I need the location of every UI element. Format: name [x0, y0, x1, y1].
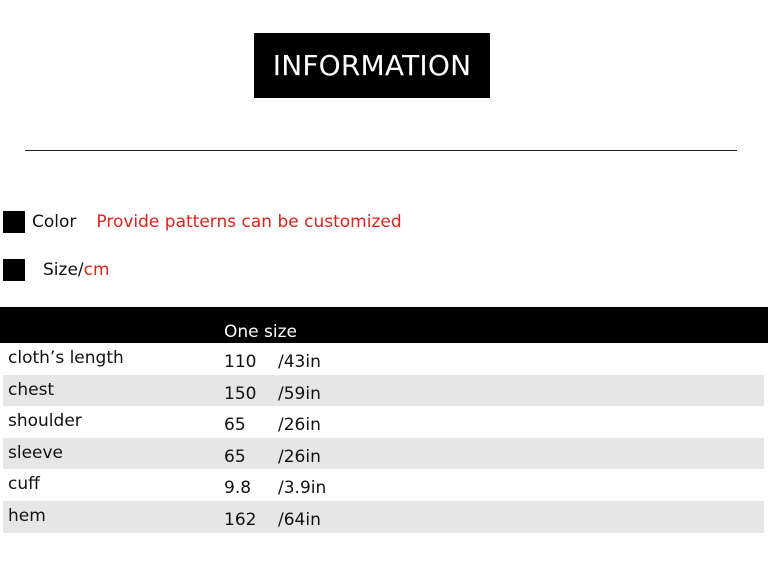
section-divider [25, 150, 737, 151]
information-title-box [254, 33, 490, 98]
row-cm-value: 150 [224, 383, 257, 404]
row-inch-value: /59in [278, 383, 321, 404]
one-size-header: One size [224, 322, 297, 342]
color-legend-row [3, 211, 402, 233]
row-cm-value: 110 [224, 352, 257, 372]
row-label: shoulder [8, 411, 82, 432]
color-square-icon [3, 211, 25, 233]
page-title: INFORMATION [272, 49, 472, 82]
row-inch-value: /64in [278, 509, 321, 530]
size-unit: cm [83, 260, 110, 280]
size-square-icon [3, 259, 25, 281]
row-inch-value: /3.9in [278, 478, 327, 499]
table-row [3, 375, 764, 407]
row-cm-value: 65 [224, 415, 246, 436]
row-cm-value: 162 [224, 509, 257, 530]
table-row [0, 343, 768, 375]
row-label: sleeve [8, 442, 64, 463]
size-table [0, 307, 768, 533]
row-label: cuff [8, 474, 40, 495]
row-inch-value: /26in [278, 415, 321, 436]
table-header [0, 307, 768, 343]
row-cm-value: 65 [224, 446, 246, 467]
size-label-text: Size/ [43, 260, 84, 280]
color-label: Color [32, 212, 77, 232]
size-label [43, 260, 110, 280]
table-row [0, 469, 768, 501]
size-legend-row [3, 259, 110, 281]
table-row [0, 406, 768, 438]
table-row [3, 438, 764, 470]
row-label: cloth’s length [8, 348, 124, 368]
customization-note: Provide patterns can be customized [96, 212, 402, 232]
table-row [3, 501, 764, 533]
row-inch-value: /26in [278, 446, 321, 467]
row-label: hem [8, 505, 46, 526]
row-inch-value: /43in [278, 352, 321, 372]
row-cm-value: 9.8 [224, 478, 252, 499]
row-label: chest [8, 379, 55, 400]
